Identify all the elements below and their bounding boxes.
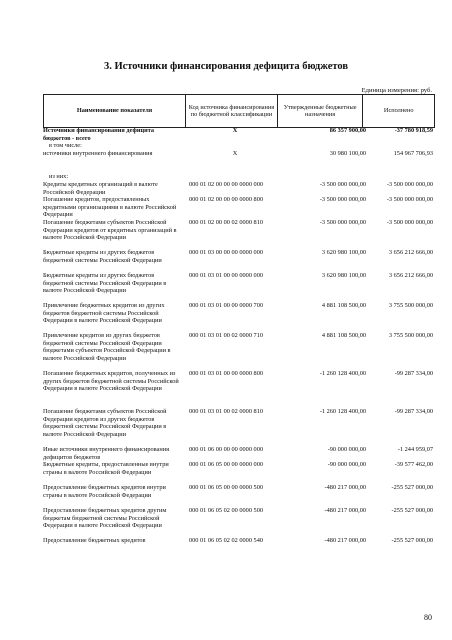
row-name: Погашение кредитов, предоставленных кредитными организациями в валюте Российской Федерации xyxy=(43,196,177,219)
row-name: в том числе: xyxy=(49,142,82,149)
unit-of-measure: Единица измерения: руб. xyxy=(361,87,432,94)
row-name: источники внутреннего финансирования xyxy=(43,150,153,157)
row-executed: -255 527 000,00 xyxy=(391,484,433,491)
row-executed: -255 527 000,00 xyxy=(391,507,433,514)
row-approved: 4 881 108 500,00 xyxy=(321,302,366,309)
table-row xyxy=(43,370,435,408)
row-code: 000 01 06 05 00 00 0000 500 xyxy=(189,484,263,491)
row-executed: -3 500 000 000,00 xyxy=(386,219,433,226)
row-code: 000 01 06 05 02 00 0000 500 xyxy=(189,507,263,514)
page-number: 80 xyxy=(424,613,432,622)
row-name: Кредиты кредитных организаций в валюте Российской Федерации xyxy=(43,181,158,196)
row-approved: 30 980 100,00 xyxy=(329,150,366,157)
table-row xyxy=(43,249,435,272)
row-name: из них: xyxy=(49,173,69,180)
table-row xyxy=(43,446,435,461)
table-header xyxy=(43,94,435,128)
row-name: Погашение бюджетами субъектов Российской Федерации кредитов от кредитных организаций в валюте Российской Федерации xyxy=(43,219,177,242)
row-name: Иные источники внутреннего финансирования дефицитов бюджетов xyxy=(43,446,169,461)
row-name: Предоставление бюджетных кредитов внутри страны в валюте Российской Федерации xyxy=(43,484,166,499)
row-approved: -1 260 128 400,00 xyxy=(319,408,366,415)
row-executed: -99 287 334,00 xyxy=(394,370,433,377)
table-row xyxy=(43,173,435,181)
row-name: Погашение бюджетных кредитов, полученных из других бюджетов бюджетной системы Российской Федерации в валюте Российской Федерации xyxy=(43,370,179,393)
row-approved: -480 217 000,00 xyxy=(324,537,366,544)
row-executed: 3 755 500 000,00 xyxy=(388,302,433,309)
table-row xyxy=(43,219,435,249)
row-name: Предоставление бюджетных кредитов другим бюджетам бюджетной системы Российской Федерации в валюте Российской Федерации xyxy=(43,507,167,530)
row-name: Бюджетные кредиты из других бюджетов бюджетной системы Российской Федерации xyxy=(43,249,162,264)
table-row xyxy=(43,196,435,219)
row-approved: 3 620 980 100,00 xyxy=(321,249,366,256)
table-row xyxy=(43,537,435,549)
header-name: Наименование показателя xyxy=(44,95,186,128)
table-row xyxy=(43,332,435,370)
row-approved: 3 620 980 100,00 xyxy=(321,272,366,279)
row-name: Предоставление бюджетных кредитов xyxy=(43,537,146,544)
header-executed: Исполнено xyxy=(363,95,435,128)
row-code: 000 01 03 01 00 02 0000 710 xyxy=(189,332,263,339)
row-executed: -3 500 000 000,00 xyxy=(386,181,433,188)
table-row xyxy=(43,150,435,173)
row-executed: 3 656 212 666,00 xyxy=(388,272,433,279)
row-code: 000 01 03 01 00 00 0000 000 xyxy=(189,272,263,279)
row-code: 000 01 06 05 02 02 0000 540 xyxy=(189,537,263,544)
row-executed: -3 500 000 000,00 xyxy=(386,196,433,203)
row-name: Бюджетные кредиты, предоставленные внутри страны в валюте Российской Федерации xyxy=(43,461,169,476)
row-approved: -3 500 000 000,00 xyxy=(319,196,366,203)
row-code: 000 01 03 01 00 02 0000 810 xyxy=(189,408,263,415)
row-executed: -99 287 334,00 xyxy=(394,408,433,415)
row-code: 000 01 02 00 00 00 0000 000 xyxy=(189,181,263,188)
row-code: 000 01 03 01 00 00 0000 700 xyxy=(189,302,263,309)
table-row xyxy=(43,302,435,332)
table-row xyxy=(43,127,435,142)
row-name: Привлечение бюджетных кредитов из других бюджетов бюджетной системы Российской Федерации в валюте Российской Федерации xyxy=(43,302,165,325)
row-name: Погашение бюджетами субъектов Российской Федерации кредитов из других бюджетов бюджетной системы Российской Федерации в валюте Российской Федерации xyxy=(43,408,167,438)
table-row xyxy=(43,181,435,196)
row-approved: -480 217 000,00 xyxy=(324,507,366,514)
row-executed: -1 244 959,07 xyxy=(397,446,433,453)
row-name: Бюджетные кредиты из других бюджетов бюджетной системы Российской Федерации в валюте Российской Федерации xyxy=(43,272,167,295)
row-executed: 154 967 706,93 xyxy=(393,150,433,157)
row-code: 000 01 03 00 00 00 0000 000 xyxy=(189,249,263,256)
row-approved: -90 000 000,00 xyxy=(327,446,366,453)
row-name: Привлечение кредитов из других бюджетов бюджетной системы Российской Федерации бюджетами субъектов Российской Федерации в валюте Российской Федерации xyxy=(43,332,171,362)
row-executed: 3 656 212 666,00 xyxy=(388,249,433,256)
row-approved: 86 357 900,00 xyxy=(329,127,366,134)
table-row xyxy=(43,142,435,150)
table-row xyxy=(43,272,435,302)
row-approved: -480 217 000,00 xyxy=(324,484,366,491)
row-code: X xyxy=(232,127,238,134)
table-row xyxy=(43,461,435,484)
row-approved: -3 500 000 000,00 xyxy=(319,219,366,226)
row-name: Источники финансирования дефицита бюджетов - всего xyxy=(43,127,155,142)
row-approved: -90 000 000,00 xyxy=(327,461,366,468)
row-code: 000 01 06 00 00 00 0000 000 xyxy=(189,446,263,453)
row-executed: -255 527 000,00 xyxy=(391,537,433,544)
table-row xyxy=(43,484,435,507)
table-row xyxy=(43,507,435,537)
row-code: 000 01 02 00 00 02 0000 810 xyxy=(189,219,263,226)
row-executed: 3 755 500 000,00 xyxy=(388,332,433,339)
row-code: X xyxy=(232,150,238,157)
row-code: 000 01 03 01 00 00 0000 800 xyxy=(189,370,263,377)
header-code: Код источника финансирования по бюджетной классификации xyxy=(186,95,278,128)
row-code: 000 01 06 05 00 00 0000 000 xyxy=(189,461,263,468)
row-approved: 4 881 108 500,00 xyxy=(321,332,366,339)
table-row xyxy=(43,408,435,446)
header-approved: Утвержденные бюджетные назначения xyxy=(277,95,363,128)
row-code: 000 01 02 00 00 00 0000 800 xyxy=(189,196,263,203)
row-executed: -37 780 918,59 xyxy=(394,127,433,134)
row-approved: -3 500 000 000,00 xyxy=(319,181,366,188)
section-title: 3. Источники финансирования дефицита бюджетов xyxy=(103,61,349,72)
row-approved: -1 260 128 400,00 xyxy=(319,370,366,377)
row-executed: -39 577 462,00 xyxy=(394,461,433,468)
